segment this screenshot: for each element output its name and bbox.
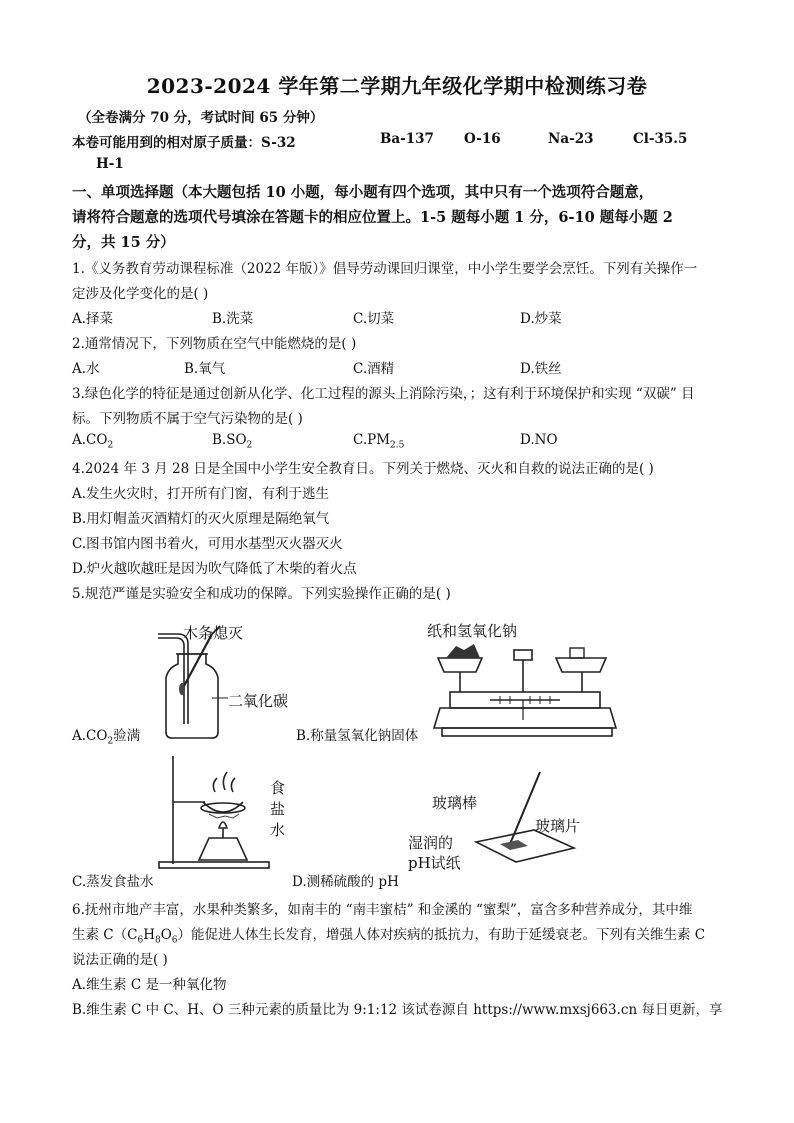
q3-stem-line2: 标。下列物质不属于空气污染物的是( ) — [72, 411, 303, 427]
atomic-mass-label: 本卷可能用到的相对原子质量：S-32 — [72, 135, 296, 151]
q5-option-b: B.称量氢氧化钠固体 — [296, 728, 419, 744]
q3-option-a: $A.CO_2$ — [72, 432, 114, 451]
q1-stem-line2: 定涉及化学变化的是( ) — [72, 286, 209, 302]
q3-stem-line1: 3.绿色化学的特征是通过创新从化学、化工过程的源头上消除污染，；这有利于环境保护和实现 “双碳” 目 — [72, 386, 695, 402]
q4-option-d: D.炉火越吹越旺是因为吹气降低了木柴的着火点 — [72, 561, 357, 577]
atomic-mass-h: H-1 — [96, 156, 124, 172]
q1-stem-line1: 1.《义务教育劳动课程标准（2022 年版）》倡导劳动课回归课堂，中小学生要学会烹饪。下列有关操作一 — [72, 261, 698, 277]
salt-water-label: 食盐水 — [270, 779, 286, 839]
q5-option-a: $A.CO_2$验满 — [72, 728, 141, 747]
q6-stem-line2: 生素 $C(C_6H_8O_6)$能促进人体生长发育，增强人体对疾病的抵抗力，有助于延缓衰老。下列有关维生素 C — [72, 927, 706, 946]
section-heading-line1: 一、单项选择题（本大题包括 10 小题，每小题有四个选项，其中只有一个选项符合题意， — [72, 184, 654, 201]
q5-stem: 5.规范严谨是实验安全和成功的保障。下列实验操作正确的是( ) — [72, 586, 451, 602]
q5-option-c: C.蒸发食盐水 — [72, 874, 154, 890]
atomic-mass-cl: Cl-35.5 — [633, 131, 688, 147]
q1-option-a: A.择菜 — [72, 311, 114, 327]
section-heading-line3: 分，共 15 分） — [72, 234, 175, 251]
balance-label: 纸和氢氧化钠 — [427, 622, 518, 640]
ph-paper-label-line1: 湿润的 — [408, 834, 454, 852]
atomic-mass-na: Na-23 — [548, 131, 594, 147]
q2-option-b: B.氧气 — [184, 361, 226, 377]
co2-splint-label: 木条熄灭 — [183, 624, 244, 642]
exam-info: （全卷满分 70 分，考试时间 65 分钟） — [78, 110, 324, 126]
q6-stem-line1: 6.抚州市地产丰富，水果种类繁多，如南丰的 “南丰蜜桔” 和金溪的 “蜜梨”，富含多种营养成分，其中维 — [72, 902, 693, 918]
atomic-mass-o: O-16 — [464, 131, 501, 147]
q2-option-d: D.铁丝 — [520, 361, 562, 377]
q4-option-a: A.发生火灾时，打开所有门窗，有利于逃生 — [72, 486, 330, 502]
q2-option-c: C.酒精 — [353, 361, 395, 377]
q6-option-b: B.维生素 C 中 C、H、O 三种元素的质量比为 9:1:12 该试卷源自 https://www.mxsj663.cn 每日更新，享 — [72, 1002, 723, 1018]
q1-option-c: C.切菜 — [353, 311, 395, 327]
q5-option-d: D.测稀硫酸的 pH — [292, 874, 399, 890]
glass-rod-label: 玻璃棒 — [432, 794, 478, 812]
q2-option-a: A.水 — [72, 361, 100, 377]
q4-option-b: B.用灯帽盖灭酒精灯的灭火原理是隔绝氧气 — [72, 511, 330, 527]
q4-stem: 4.2024 年 3 月 28 日是全国中小学生安全教育日。下列关于燃烧、灭火和自救的说法正确的是( ) — [72, 461, 654, 477]
glass-plate-label: 玻璃片 — [535, 817, 581, 835]
q4-option-c: C.图书馆内图书着火，可用水基型灭火器灭火 — [72, 536, 343, 552]
q3-option-d: D.NO — [520, 432, 558, 448]
ph-paper-label-line2: pH试纸 — [408, 854, 461, 872]
evaporation-figure — [155, 752, 275, 872]
q2-stem: 2.通常情况下，下列物质在空气中能燃烧的是( ) — [72, 336, 357, 352]
q3-option-b: $B.SO_2$ — [212, 432, 253, 451]
q1-option-b: B.洗菜 — [212, 311, 254, 327]
atomic-mass-ba: Ba-137 — [380, 131, 434, 147]
balance-figure — [430, 640, 620, 750]
q6-stem-line3: 说法正确的是( ) — [72, 952, 168, 968]
q1-option-d: D.炒菜 — [520, 311, 562, 327]
co2-gas-label: 二氧化碳 — [228, 692, 289, 710]
q3-option-c: $C.PM_{2.5}$ — [353, 432, 405, 451]
section-heading-line2: 请将符合题意的选项代号填涂在答题卡的相应位置上。1-5 题每小题 1 分，6-10 题每小题 2 — [72, 209, 673, 226]
page-title: 2023-2024 学年第二学期九年级化学期中检测练习卷 — [146, 74, 648, 98]
q6-option-a: A.维生素 C 是一种氧化物 — [72, 977, 227, 993]
